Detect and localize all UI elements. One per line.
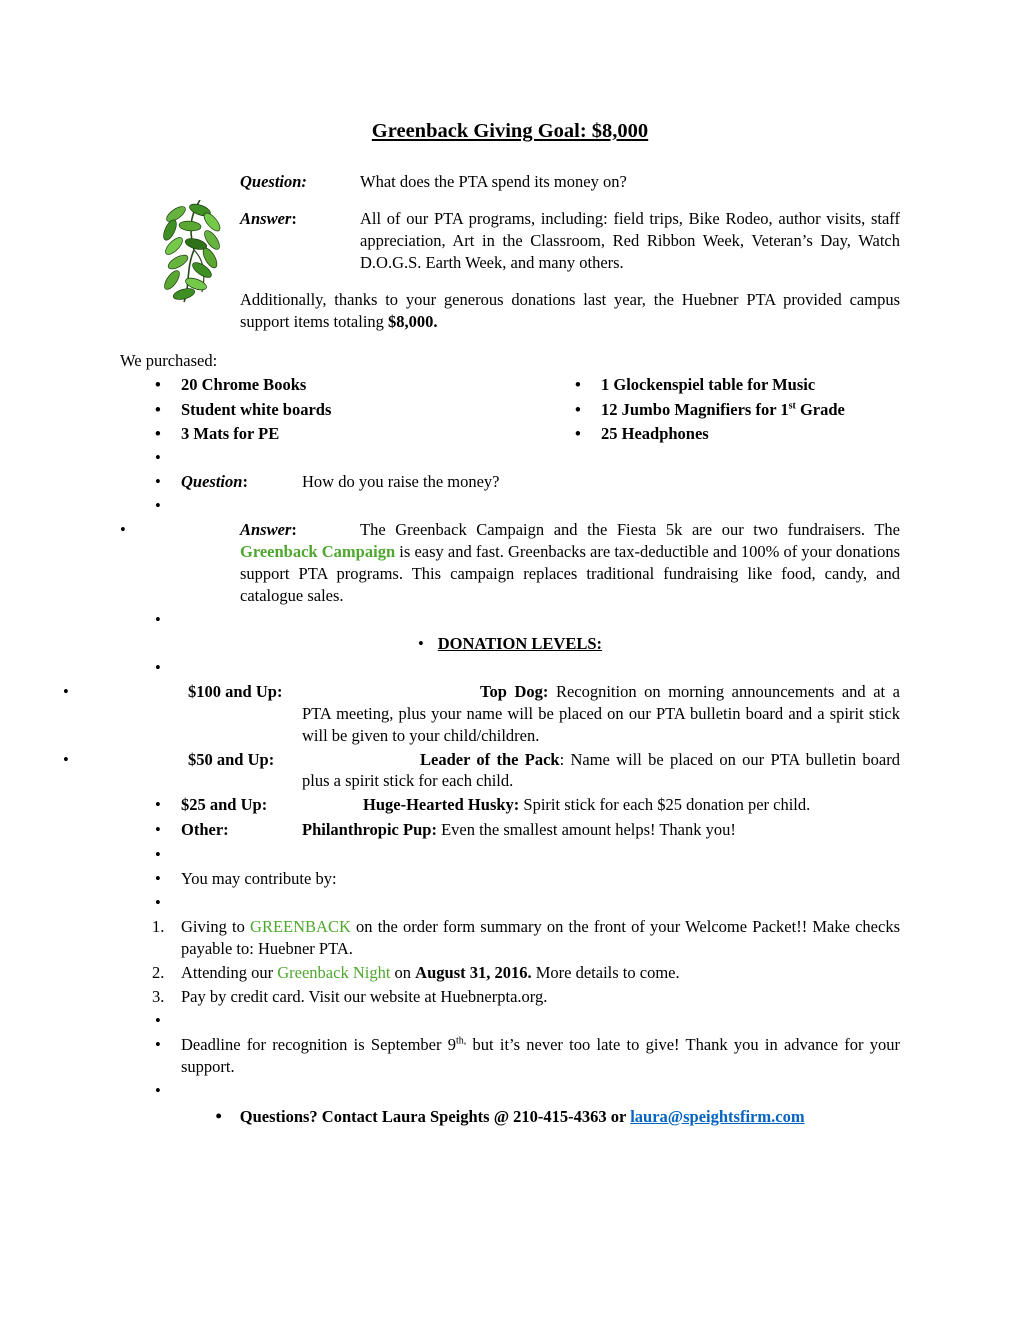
contribute-item-1 — [152, 916, 901, 960]
question-1-label-text: Question: — [240, 172, 307, 192]
donation-level-other — [181, 819, 900, 841]
level-25-amount: $25 and Up: — [181, 795, 268, 815]
donation-level-100 — [188, 681, 901, 747]
empty-bullet-row — [120, 657, 900, 681]
answer-1-paragraph — [240, 208, 900, 274]
empty-bullet-row — [120, 892, 900, 916]
contribute-heading-row: • You may contribute by: — [181, 868, 900, 890]
empty-bullet-row — [120, 609, 900, 633]
donation-levels-heading: DONATION LEVELS: — [437, 633, 603, 653]
level-50-amount: $50 and Up: — [188, 749, 275, 769]
contribute-item-2-text: More details to come. — [531, 963, 680, 983]
contact-row — [120, 1105, 900, 1129]
answer-2-label-text: Answer — [240, 520, 292, 539]
we-purchased-heading: We purchased: — [120, 350, 218, 370]
list-number: 2. — [152, 963, 165, 983]
empty-bullet-row — [120, 844, 900, 868]
answer-1-label — [240, 208, 360, 230]
level-other-amount: Other: — [181, 820, 229, 840]
purchased-item: • Student white boards — [120, 398, 575, 423]
answer-2-paragraph — [240, 519, 900, 607]
donation-level-50 — [188, 749, 900, 793]
additionally-text: Additionally, thanks to your generous donations last year, the Huebner PTA provided campus support items totaling — [240, 290, 900, 331]
purchased-items-grid — [120, 373, 900, 447]
purchased-item: • 20 Chrome Books — [120, 373, 575, 398]
answer-1-label-text: Answer — [240, 209, 292, 229]
deadline-paragraph — [181, 1034, 900, 1078]
contribute-item-2 — [152, 962, 900, 984]
contribute-item-3 — [152, 986, 900, 1008]
list-number: 3. — [152, 987, 165, 1006]
level-other-name: Philanthropic Pup: — [302, 820, 437, 840]
question-2-label-text: Question — [181, 472, 243, 492]
purchased-item: • 25 Headphones — [575, 422, 900, 447]
additionally-amount: $8,000. — [388, 311, 438, 331]
contribute-item-1-text: on the order form summary on the front of your Welcome Packet!! Make checks payable to: Huebner PTA. — [181, 917, 901, 959]
question-1-label — [240, 171, 360, 193]
list-number: 1. — [152, 917, 165, 937]
contact-text: Questions? Contact Laura Speights @ 210-415-4363 or — [239, 1106, 631, 1126]
purchased-item-text: Grade — [795, 399, 845, 419]
answer-2-text: is easy and fast. Greenbacks are tax-deductible and 100% of your donations support PTA programs. This campaign replaces traditional fundraising like food, candy, and catalogue sales. — [240, 541, 900, 605]
event-date: August 31, 2016. — [415, 963, 532, 983]
level-other-description: Even the smallest amount helps! Thank you! — [436, 820, 736, 840]
greenback-campaign-highlight: Greenback Campaign — [240, 541, 396, 561]
purchased-item-text: 12 Jumbo Magnifiers for 1 — [601, 399, 789, 419]
empty-bullet-row — [120, 1010, 900, 1034]
level-50-description: : Name will be placed on our PTA bulletin board plus a spirit stick for each child. — [302, 749, 900, 791]
email-link[interactable]: laura@speightsfirm.com — [630, 1106, 805, 1126]
greenback-night-highlight: Greenback Night — [277, 963, 391, 983]
page-title: Greenback Giving Goal: $8,000 — [371, 120, 649, 142]
question-2-row — [181, 471, 900, 493]
ordinal-superscript: th, — [456, 1035, 467, 1047]
question-2-label — [181, 471, 302, 493]
level-100-description: Recognition on morning announcements and at a PTA meeting, plus your name will be placed on our PTA bulletin board and a spirit stick will be given to your child/children. — [302, 681, 901, 745]
level-100-amount: $100 and Up: — [188, 681, 283, 701]
answer-1-text: All of our PTA programs, including: field trips, Bike Rodeo, author visits, staff appreciation, Art in the Classroom, Red Ribbon Week, Veteran’s Day, Watch D.O.G.S. Earth Week, and many others. — [360, 209, 900, 273]
purchased-item — [575, 398, 900, 423]
level-25-name: Huge-Hearted Husky: — [363, 795, 520, 815]
level-100-name: Top Dog: — [480, 681, 549, 701]
answer-2-text: The Greenback Campaign and the Fiesta 5k are our two fundraisers. The — [360, 520, 900, 539]
contribute-item-2-text: Attending our — [181, 963, 278, 983]
leaf-branch-icon — [160, 200, 226, 304]
contribute-item-3-text: Pay by credit card. Visit our website at Huebnerpta.org. — [181, 987, 548, 1006]
bullet-marker — [215, 1106, 221, 1126]
bullet-marker — [418, 634, 424, 653]
answer-2-label — [240, 519, 360, 541]
purchased-item: • 1 Glockenspiel table for Music — [575, 373, 900, 398]
answer-2-label-colon: : — [291, 520, 297, 539]
donation-levels-heading-row — [120, 633, 900, 655]
question-2-text: How do you raise the money? — [302, 472, 500, 492]
answer-1-label-colon: : — [291, 209, 297, 229]
empty-bullet-row — [120, 495, 900, 519]
question-1-row — [240, 171, 900, 193]
additionally-paragraph — [240, 289, 900, 333]
contribute-item-2-text: on — [390, 963, 416, 983]
donation-level-25 — [181, 794, 900, 816]
level-25-description: Spirit stick for each $25 donation per child. — [519, 795, 811, 815]
leaf-branch-clipart — [160, 200, 226, 304]
question-1-text: What does the PTA spend its money on? — [360, 172, 627, 192]
empty-bullet-row — [120, 1080, 900, 1104]
empty-bullet-row — [120, 447, 900, 471]
deadline-text: Deadline for recognition is September 9 — [181, 1034, 456, 1054]
deadline-text: but it’s never too late to give! Thank you in advance for your support. — [181, 1034, 900, 1076]
contribute-item-1-text: Giving to — [181, 917, 251, 937]
level-50-name: Leader of the Pack — [420, 749, 560, 769]
greenback-highlight: GREENBACK — [250, 917, 351, 937]
question-2-label-colon: : — [242, 472, 248, 492]
ordinal-superscript: st — [788, 400, 796, 412]
purchased-item: • 3 Mats for PE — [120, 422, 575, 447]
